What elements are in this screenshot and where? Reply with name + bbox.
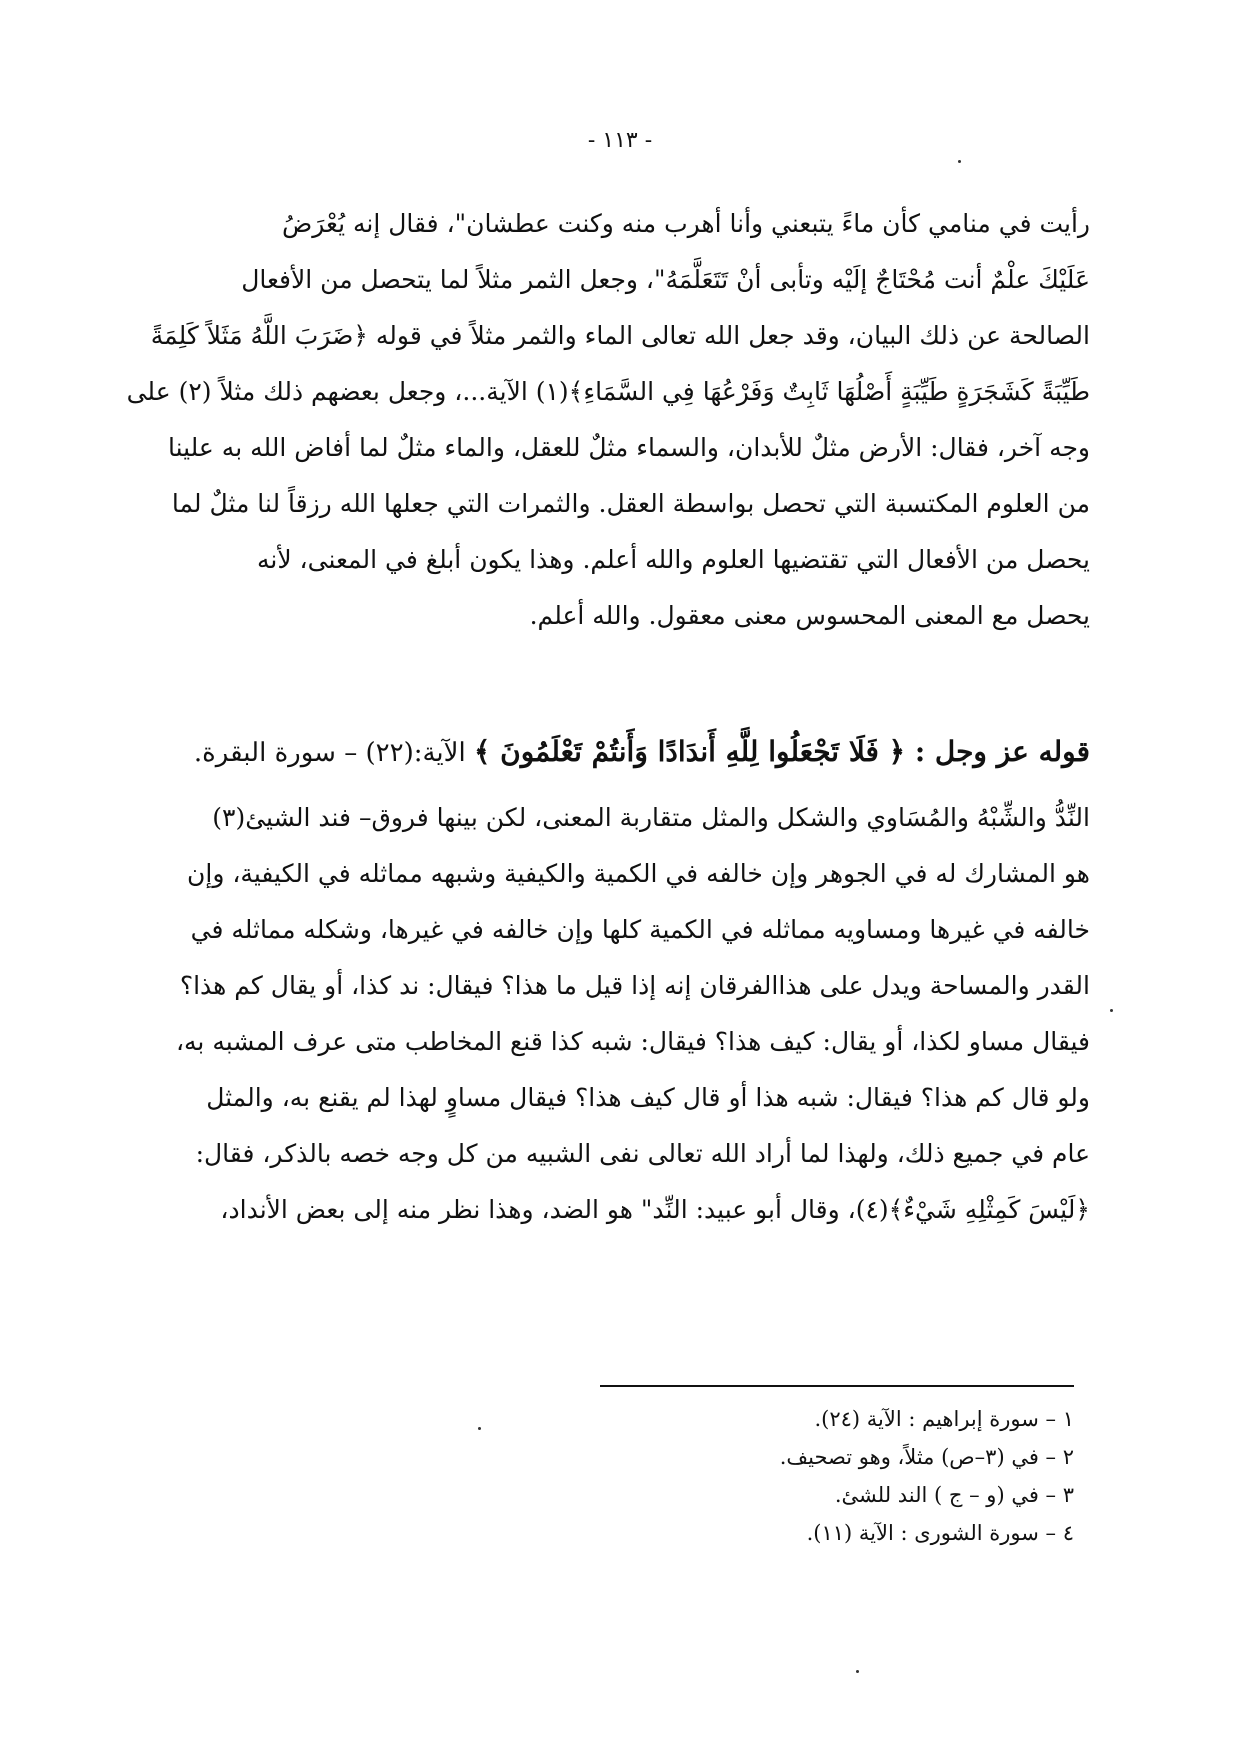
text-line: يحصل مع المعنى المحسوس معنى معقول. والله أعلم.: [529, 601, 1090, 630]
footnote-divider: [600, 1385, 1074, 1387]
page-number: - ١١٣ -: [587, 128, 653, 153]
speck: [478, 1427, 481, 1430]
speck: [856, 1670, 859, 1673]
footnotes: [600, 1400, 1074, 1552]
text-line: خالفه في غيرها ومساويه مماثله في الكمية كلها وإن خالفه في غيرها، وشكله مماثله في: [190, 915, 1090, 944]
text-line: الصالحة عن ذلك البيان، وقد جعل الله تعالى الماء والثمر مثلاً في قوله ﴿ضَرَبَ اللَّهُ مَثَلاً كَلِمَةً: [150, 321, 1090, 350]
text-line: ﴿لَيْسَ كَمِثْلِهِ شَيْءٌ﴾(٤)، وقال أبو عبيد: النِّد" هو الضد، وهذا نظر منه إلى بعض الأنداد،: [220, 1195, 1090, 1224]
text-line: فيقال مساو لكذا، أو يقال: كيف هذا؟ فيقال: شبه كذا قنع المخاطب متى عرف المشبه به،: [175, 1027, 1090, 1056]
paragraph-1: [126, 196, 1090, 644]
text-line: عَلَيْكَ علْمٌ أنت مُحْتَاجٌ إلَيْه وتأبى أنْ تَتَعَلَّمَهُ"، وجعل الثمر مثلاً لما يتحصل من الأفعال: [241, 265, 1090, 294]
text-line: عام في جميع ذلك، ولهذا لما أراد الله تعالى نفى الشبيه من كل وجه خصه بالذكر، فقال:: [195, 1139, 1090, 1168]
heading-reference: الآية:(٢٢) – سورة البقرة.: [193, 738, 466, 768]
section-heading: [170, 722, 1090, 782]
footnote: ٢ – في (٣–ص) مثلاً، وهو تصحيف.: [779, 1445, 1074, 1469]
text-line: القدر والمساحة ويدل على هذاالفرقان إنه إذا قيل ما هذا؟ فيقال: ند كذا، أو يقال كم هذا؟: [179, 971, 1090, 1000]
text-line: هو المشارك له في الجوهر وإن خالفه في الكمية والكيفية وشبهه مماثله في الكيفية، وإن: [187, 859, 1090, 888]
footnote: ٣ – في (و – ج ) الند للشئ.: [834, 1483, 1074, 1507]
paragraph-2: [170, 790, 1090, 1238]
text-line: رأيت في منامي كأن ماءً يتبعني وأنا أهرب منه وكنت عطشان"، فقال إنه يُعْرَضُ: [282, 209, 1090, 238]
footnote: ٤ – سورة الشورى : الآية (١١).: [806, 1521, 1074, 1545]
text-line: طَيِّبَةً كَشَجَرَةٍ طَيِّبَةٍ أَصْلُهَا ثَابِتٌ وَفَرْعُهَا فِي السَّمَاءِ﴾(١) الآية...، وجعل بعضهم ذلك مثلاً (٢) على: [126, 377, 1090, 406]
text-line: النِّدُّ والشِّبْهُ والمُسَاوي والشكل والمثل متقاربة المعنى، لكن بينها فروق– فند الشيئ(٣): [212, 803, 1090, 832]
text-line: من العلوم المكتسبة التي تحصل بواسطة العقل. والثمرات التي جعلها الله رزقاً لنا مثلٌ لما: [171, 489, 1090, 518]
speck: [1110, 1009, 1113, 1012]
text-line: وجه آخر، فقال: الأرض مثلٌ للأبدان، والسماء مثلٌ للعقل، والماء مثلٌ لما أفاض الله به علينا: [167, 433, 1090, 462]
text-line: ولو قال كم هذا؟ فيقال: شبه هذا أو قال كيف هذا؟ فيقال مساوٍ لهذا لم يقنع به، والمثل: [206, 1083, 1090, 1112]
heading-verse: قوله عز وجل : ﴿ فَلَا تَجْعَلُوا لِلَّهِ أَندَادًا وَأَنتُمْ تَعْلَمُونَ ﴾: [473, 735, 1090, 768]
speck: [958, 160, 961, 163]
text-line: يحصل من الأفعال التي تقتضيها العلوم والله أعلم. وهذا يكون أبلغ في المعنى، لأنه: [256, 545, 1090, 574]
footnote: ١ – سورة إبراهيم : الآية (٢٤).: [814, 1407, 1074, 1431]
